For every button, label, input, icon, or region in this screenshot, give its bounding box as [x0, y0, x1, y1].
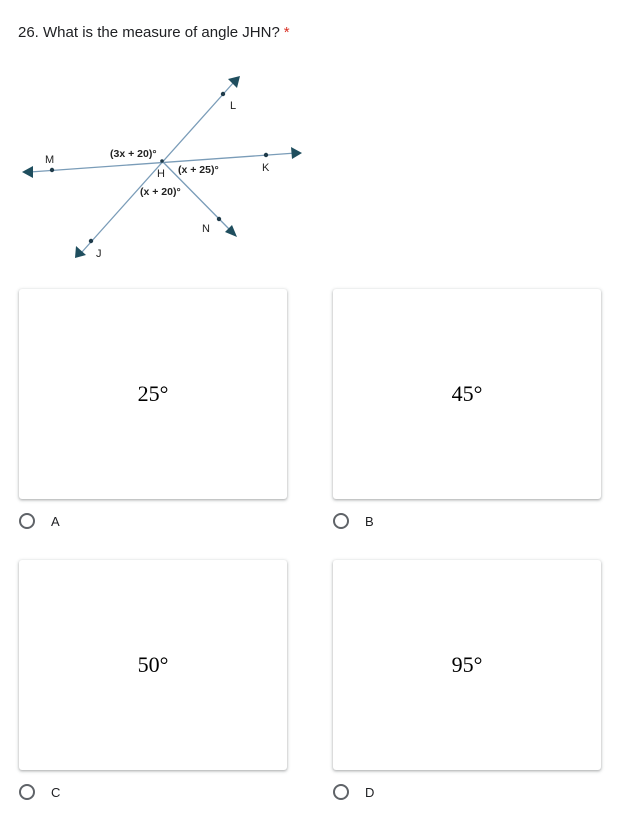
point-l [221, 92, 225, 96]
label-n: N [202, 223, 210, 235]
angle-diagram [0, 60, 330, 280]
option-b-choice[interactable] [333, 510, 374, 532]
label-l: L [230, 100, 237, 112]
point-j [89, 239, 93, 243]
option-a-card[interactable] [19, 289, 287, 499]
point-n [217, 217, 221, 221]
option-a-radio[interactable] [19, 513, 35, 529]
option-d-choice[interactable] [333, 781, 374, 803]
label-j: J [96, 248, 102, 260]
point-k [264, 153, 268, 157]
label-k: K [262, 162, 270, 174]
angle-label-jhn: (x + 20)° [140, 186, 181, 198]
option-d-radio[interactable] [333, 784, 349, 800]
question-title [18, 23, 290, 43]
option-d-label: D [365, 784, 375, 800]
question-text: 26. What is the measure of angle JHN? [18, 24, 280, 41]
option-c-choice[interactable] [19, 781, 60, 803]
option-b-card[interactable] [333, 289, 601, 499]
option-b-label: B [365, 513, 374, 529]
option-c-radio[interactable] [19, 784, 35, 800]
label-m: M [45, 154, 55, 166]
option-c-label: C [51, 784, 61, 800]
option-c-card[interactable] [19, 560, 287, 770]
arrowhead-j [75, 246, 86, 258]
required-asterisk: * [283, 24, 290, 41]
point-h [160, 159, 164, 163]
option-a-value: 25° [137, 381, 169, 406]
option-b-radio[interactable] [333, 513, 349, 529]
option-b-value: 45° [451, 381, 483, 406]
option-d-card[interactable] [333, 560, 601, 770]
angle-label-mhl: (3x + 20)° [110, 148, 157, 160]
arrowhead-m [22, 166, 33, 178]
label-h: H [157, 168, 165, 180]
arrowhead-k [291, 147, 302, 159]
option-c-value: 50° [137, 652, 169, 677]
option-a-choice[interactable] [19, 510, 60, 532]
option-d-value: 95° [451, 652, 483, 677]
option-a-label: A [51, 513, 60, 529]
angle-label-lhk: (x + 25)° [178, 164, 219, 176]
point-m [50, 168, 54, 172]
